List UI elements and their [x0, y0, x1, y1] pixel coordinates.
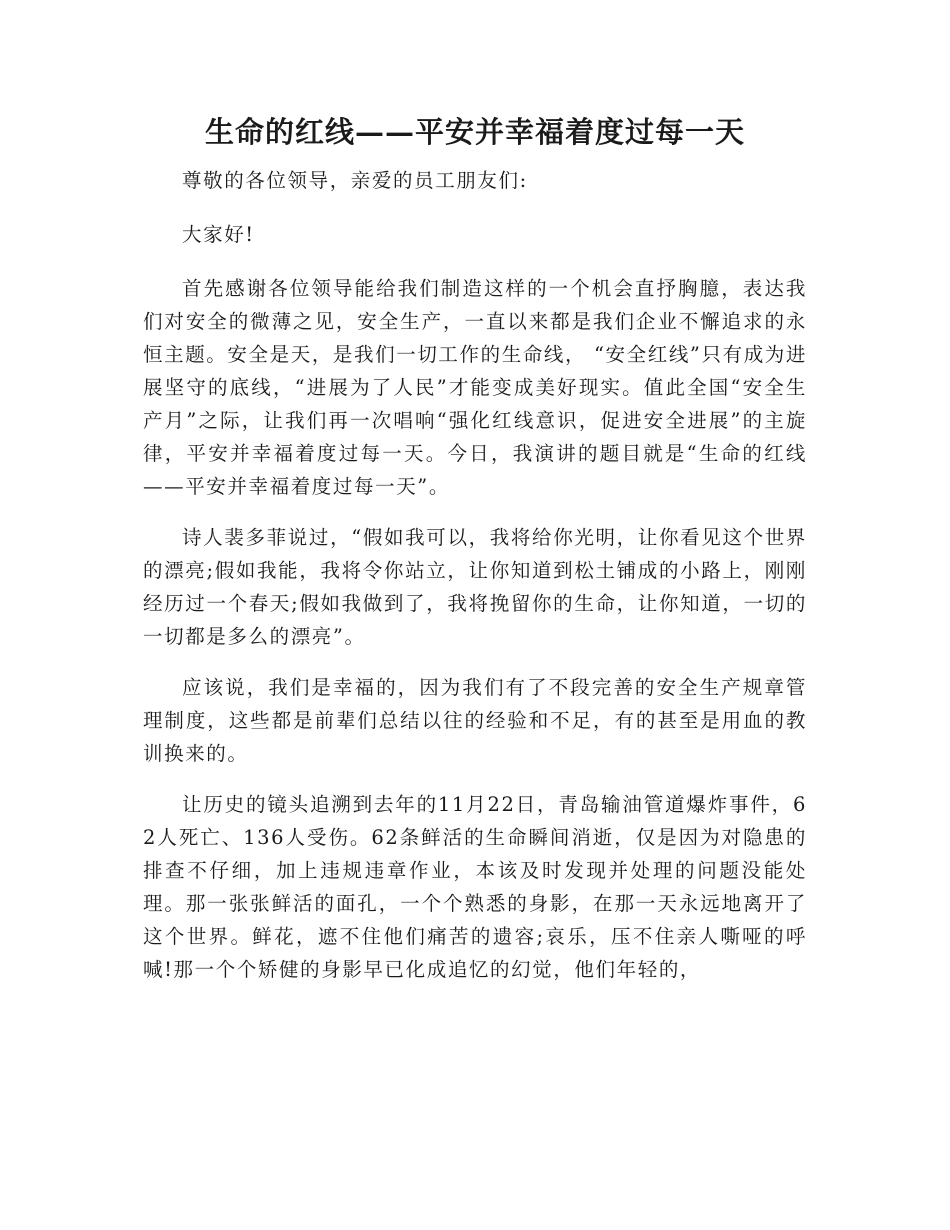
body-paragraph: 让历史的镜头追溯到去年的11月22日，青岛输油管道爆炸事件，62人死亡、136人受伤。62条鲜活的生命瞬间消逝，仅是因为对隐患的排查不仔细，加上违规违章作业，本该及时发现并处理的问题没能处理。那一张张鲜活的面孔，一个个熟悉的身影，在那一天永远地离开了这个世界。鲜花，遮不住他们痛苦的遗容;哀乐，压不住亲人嘶哑的呼喊!那一个个矫健的身影早已化成追忆的幻觉，他们年轻的， [143, 793, 807, 981]
greeting-paragraph: 大家好! [182, 223, 255, 246]
body-paragraph: 诗人裴多菲说过，“假如我可以，我将给你光明，让你看见这个世界的漂亮;假如我能，我将令你站立，让你知道到松土铺成的小路上，刚刚经历过一个春天;假如我做到了，我将挽留你的生命，让你知道，一切的一切都是多么的漂亮”。 [143, 526, 807, 648]
salutation-paragraph: 尊敬的各位领导，亲爱的员工朋友们: [182, 169, 528, 192]
document-body [143, 164, 807, 1004]
body-paragraph: 应该说，我们是幸福的，因为我们有了不段完善的安全生产规章管理制度，这些都是前辈们总结以往的经验和不足，有的甚至是用血的教训换来的。 [143, 676, 807, 765]
body-paragraph: 首先感谢各位领导能给我们制造这样的一个机会直抒胸臆，表达我们对安全的微薄之见，安全生产，一直以来都是我们企业不懈追求的永恒主题。安全是天，是我们一切工作的生命线， “安全红线”只有成为进展坚守的底线，“进展为了人民”才能变成美好现实。值此全国“安全生产月”之际，让我们再一次唱响“强化红线意识，促进安全进展”的主旋律，平安并幸福着度过每一天。今日，我演讲的题目就是“生命的红线——平安并幸福着度过每一天”。 [143, 277, 807, 498]
document-title: 生命的红线——平安并幸福着度过每一天 [204, 115, 745, 149]
